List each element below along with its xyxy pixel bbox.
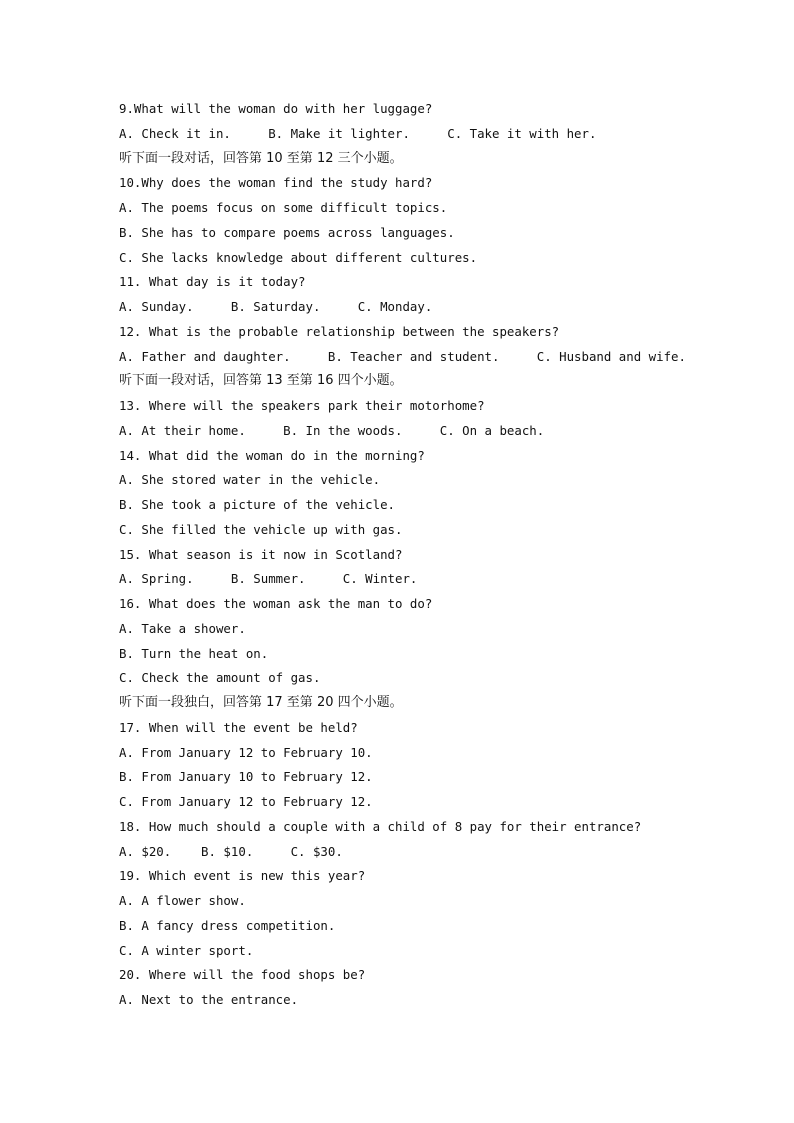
options-18: A. $20. B. $10. C. $30.	[119, 843, 343, 859]
options-9: A. Check it in. B. Make it lighter. C. Take it with her.	[119, 125, 597, 141]
option-10-b: B. She has to compare poems across languages.	[119, 224, 455, 240]
options-13: A. At their home. B. In the woods. C. On a beach.	[119, 422, 545, 438]
question-16: 16. What does the woman ask the man to do?	[119, 596, 433, 611]
options-12: A. Father and daughter. B. Teacher and student. C. Husband and wife.	[119, 348, 686, 364]
option-10-a: A. The poems focus on some difficult topics.	[119, 200, 448, 215]
option-19-b: B. A fancy dress competition.	[119, 917, 336, 933]
question-15: 15. What season is it now in Scotland?	[119, 546, 403, 562]
option-16-c: C. Check the amount of gas.	[119, 670, 321, 686]
option-16-a: A. Take a shower.	[119, 620, 246, 636]
option-17-a: A. From January 12 to February 10.	[119, 744, 373, 760]
instruction-17-20: 听下面一段独白，回答第 17 至第 20 四个小题。	[119, 695, 403, 710]
option-14-c: C. She filled the vehicle up with gas.	[119, 521, 403, 537]
options-15: A. Spring. B. Summer. C. Winter.	[119, 571, 418, 587]
options-11: A. Sunday. B. Saturday. C. Monday.	[119, 299, 433, 314]
question-17: 17. When will the event be held?	[119, 719, 358, 735]
option-10-c: C. She lacks knowledge about different cultures.	[119, 249, 478, 265]
instruction-10-12: 听下面一段对话，回答第 10 至第 12 三个小题。	[119, 150, 403, 166]
instruction-13-16: 听下面一段对话，回答第 13 至第 16 四个小题。	[119, 373, 403, 389]
question-14: 14. What did the woman do in the morning?	[119, 447, 425, 463]
option-16-b: B. Turn the heat on.	[119, 645, 269, 661]
question-10: 10.Why does the woman find the study hard?	[119, 175, 433, 191]
question-18: 18. How much should a couple with a child of 8 pay for their entrance?	[119, 818, 642, 834]
question-12: 12. What is the probable relationship between the speakers?	[119, 323, 560, 339]
option-20-a: A. Next to the entrance.	[119, 992, 299, 1007]
question-9: 9.What will the woman do with her luggage?	[119, 101, 433, 116]
document-page	[119, 99, 719, 1015]
option-19-c: C. A winter sport.	[119, 942, 254, 958]
option-17-c: C. From January 12 to February 12.	[119, 794, 373, 809]
option-19-a: A. A flower show.	[119, 893, 246, 908]
option-17-b: B. From January 10 to February 12.	[119, 769, 373, 785]
question-11: 11. What day is it today?	[119, 274, 306, 290]
option-14-b: B. She took a picture of the vehicle.	[119, 497, 396, 512]
question-13: 13. Where will the speakers park their motorhome?	[119, 398, 485, 413]
option-14-a: A. She stored water in the vehicle.	[119, 472, 381, 488]
question-20: 20. Where will the food shops be?	[119, 967, 366, 983]
question-19: 19. Which event is new this year?	[119, 868, 366, 884]
